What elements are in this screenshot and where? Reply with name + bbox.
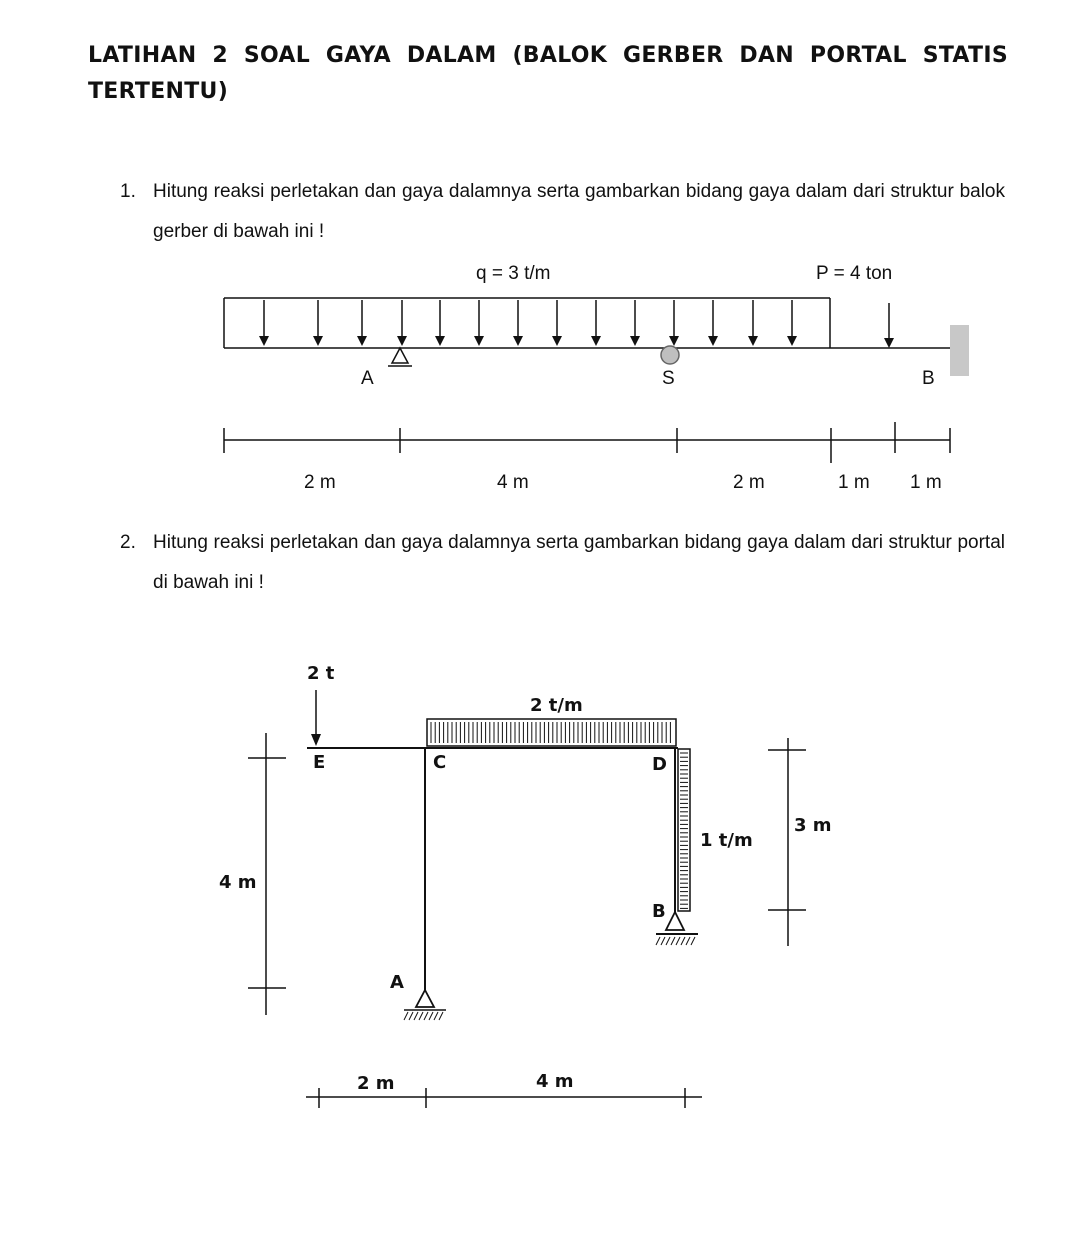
portal-frame-members bbox=[307, 748, 678, 990]
portal-point-load-arrow bbox=[311, 690, 321, 746]
dim-label-3: 2 m bbox=[733, 472, 765, 493]
node-a-label: A bbox=[390, 972, 404, 993]
node-b-label: B bbox=[652, 901, 666, 922]
portal-column-load-block bbox=[678, 749, 690, 911]
portal-beam-load-block bbox=[427, 719, 676, 746]
portal-column-load-label: 1 t/m bbox=[700, 830, 753, 851]
dim-label-5: 1 m bbox=[910, 472, 942, 493]
left-height-label: 4 m bbox=[219, 872, 257, 893]
hinge-s-label: S bbox=[662, 368, 675, 389]
node-c-label: C bbox=[433, 752, 447, 773]
question-1-text: Hitung reaksi perletakan dan gaya dalamnya serta gambarkan bidang gaya dalam dari struktur balok gerber di bawah ini ! bbox=[153, 181, 1005, 242]
question-2-text: Hitung reaksi perletakan dan gaya dalamnya serta gambarkan bidang gaya dalam dari struktur portal di bawah ini ! bbox=[153, 532, 1005, 593]
question-1-number: 1. bbox=[120, 181, 136, 202]
support-b-label: B bbox=[922, 368, 935, 389]
pin-support-a-frame-icon bbox=[404, 990, 446, 1020]
right-height-label: 3 m bbox=[794, 815, 832, 836]
dim-label-4: 1 m bbox=[838, 472, 870, 493]
dim-label-2: 4 m bbox=[497, 472, 529, 493]
portal-beam-load-label: 2 t/m bbox=[530, 695, 583, 716]
support-a-label: A bbox=[361, 368, 374, 389]
distributed-load-label: q = 3 t/m bbox=[476, 263, 551, 284]
bottom-width-right-label: 4 m bbox=[536, 1071, 574, 1092]
question-2-number: 2. bbox=[120, 532, 136, 553]
right-height-dimension bbox=[768, 738, 806, 946]
dim-label-1: 2 m bbox=[304, 472, 336, 493]
node-d-label: D bbox=[652, 754, 667, 775]
point-load-label: P = 4 ton bbox=[816, 263, 893, 284]
node-e-label: E bbox=[313, 752, 326, 773]
bottom-width-left-label: 2 m bbox=[357, 1073, 395, 1094]
page-title: LATIHAN 2 SOAL GAYA DALAM (BALOK GERBER DAN PORTAL STATIS TERTENTU) bbox=[88, 43, 1008, 104]
portal-point-load-label: 2 t bbox=[307, 663, 335, 684]
